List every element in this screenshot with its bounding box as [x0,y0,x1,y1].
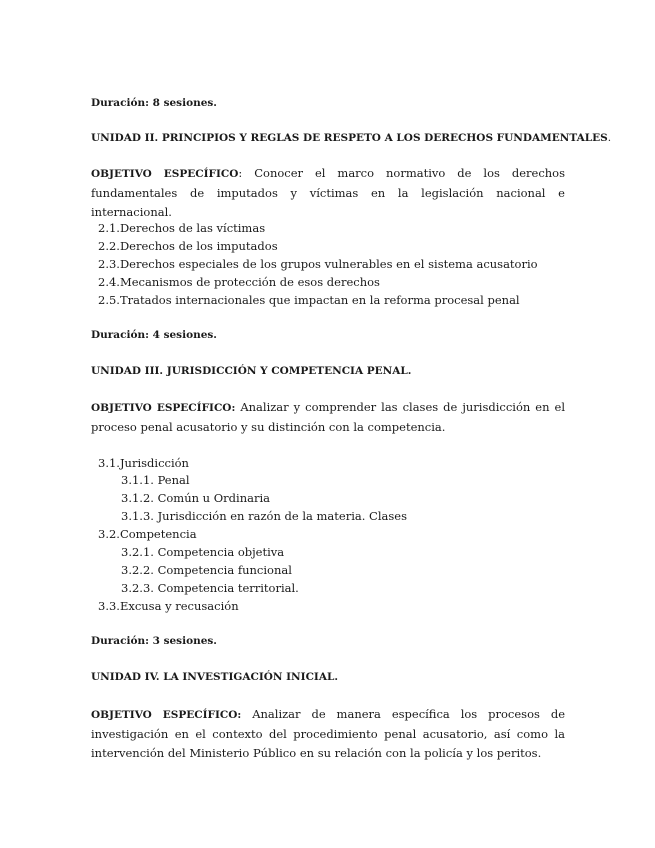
unit-3-title: UNIDAD III. JURISDICCIÓN Y COMPETENCIA PENAL. [91,365,412,377]
list-item: 2.1.Derechos de las víctimas [98,221,266,235]
unit-3-objective [91,398,565,437]
list-item: 2.3.Derechos especiales de los grupos vulnerables en el sistema acusatorio [98,257,538,271]
unit-4-objective [91,705,565,763]
unit-2-title: UNIDAD II. PRINCIPIOS Y REGLAS DE RESPETO A LOS DERECHOS FUNDAMENTALES [91,132,608,144]
list-item: 3.3.Excusa y recusación [98,599,239,613]
list-item: 3.2.1. Competencia objetiva [121,545,285,559]
list-item: 3.2.Competencia [98,527,197,541]
list-item: 2.5.Tratados internacionales que impactan en la reforma procesal penal [98,293,520,307]
objective-label: OBJETIVO ESPECÍFICO: [91,402,236,414]
list-item: 2.2.Derechos de los imputados [98,239,278,253]
list-item: 3.1.2. Común u Ordinaria [121,491,270,505]
objective-label: OBJETIVO ESPECÍFICO: [91,709,242,721]
objective-text: : Conocer el marco normativo de los derechos fundamentales de imputados y víctimas en la legislación nacional e internacional. [91,166,565,219]
list-item: 3.1.Jurisdicción [98,456,189,470]
list-item: 2.4.Mecanismos de protección de esos derechos [98,275,380,289]
duration-unit-1: Duración: 8 sesiones. [91,97,217,109]
unit-4-title: UNIDAD IV. LA INVESTIGACIÓN INICIAL. [91,671,339,683]
list-item: 3.2.3. Competencia territorial. [121,581,299,595]
list-item: 3.2.2. Competencia funcional [121,563,292,577]
unit-2-heading [91,131,611,145]
unit-2-objective [91,164,565,222]
duration-unit-2: Duración: 4 sesiones. [91,329,217,341]
objective-label: OBJETIVO ESPECÍFICO [91,168,239,180]
unit-2-title-period: . [607,132,612,144]
objective-text: Analizar y comprender las clases de jurisdicción en el proceso penal acusatorio y su distinción con la competencia. [91,400,565,434]
duration-unit-3: Duración: 3 sesiones. [91,635,217,647]
objective-text: Analizar de manera específica los procesos de investigación en el contexto del procedimiento penal acusatorio, así como la intervención del Ministerio Público en su relación con la policía y los peritos. [91,707,565,760]
list-item: 3.1.3. Jurisdicción en razón de la materia. Clases [121,509,408,523]
list-item: 3.1.1. Penal [121,473,190,487]
